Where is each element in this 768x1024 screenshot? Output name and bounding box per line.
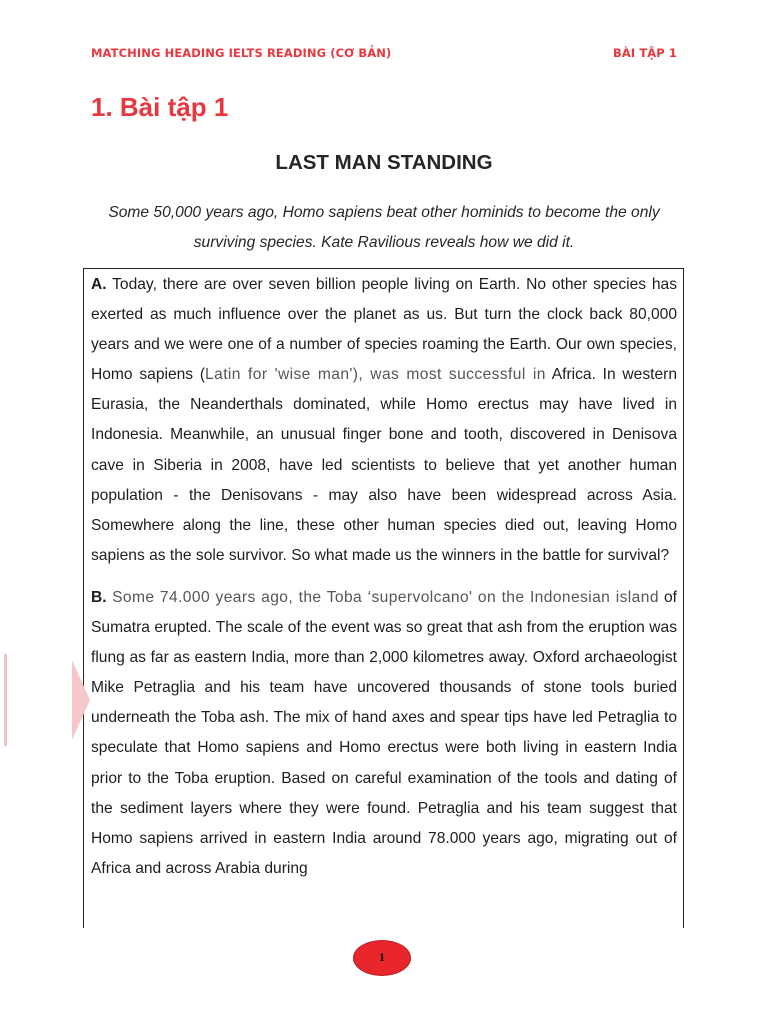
page-nav-arrow-icon[interactable]: [72, 660, 90, 740]
article-title: LAST MAN STANDING: [275, 151, 493, 174]
paragraph-a-letter: A.: [91, 276, 107, 293]
page-edge-bar: [4, 654, 7, 746]
paragraph-b-text-part1: Some 74.000 years ago, the Toba ‘supervolcano' on the Indonesian island: [106, 588, 659, 606]
paragraph-a: [91, 270, 677, 571]
page-edge-marker: [0, 650, 14, 746]
paragraph-a-text-part2: Latin for 'wise man'), was most successful in: [205, 366, 546, 384]
header-course-title: MATCHING HEADING IELTS READING (CƠ BẢN): [91, 46, 392, 60]
paragraph-a-text-part3: Africa. In western Eurasia, the Neanderthals dominated, while Homo erectus may have lived in Indonesia. Meanwhile, an unusual finger bone and tooth, discovered in Denisova cave in Siberia in 2008, have led scientists to believe that yet another human population - the Denisovans - may also have been widespread across Asia. Somewhere along the line, these other human species died out, leaving Homo sapiens as the sole survivor. So what made us the winners in the battle for survival?: [91, 366, 678, 564]
paragraph-b-letter: B.: [91, 588, 107, 606]
paragraph-a-text-part1: Today, there are over seven billion people living on Earth. No other species has exerted as much influence over the planet as us. But turn the clock back 80,000 years and we were one of a number of species roaming the Earth. Our own species, Homo sapiens (: [91, 276, 677, 384]
running-header: [91, 46, 677, 64]
header-exercise-label: BÀI TẬP 1: [612, 46, 677, 60]
paragraph-b: [91, 583, 677, 884]
reading-passage-box: [83, 268, 684, 928]
article-subtitle: Some 50,000 years ago, Homo sapiens beat other hominids to become the only surviving species. Kate Ravilious reveals how we did it.: [108, 204, 660, 251]
paragraph-b-text-part2: of Sumatra erupted. The scale of the event was so great that ash from the eruption was flung as far as eastern India, more than 2,000 kilometres away. Oxford archaeologist Mike Petraglia and his team have uncovered thousands of stone tools buried underneath the Toba ash. The mix of hand axes and spear tips have led Petraglia to speculate that Homo sapiens and Homo erectus were both living in eastern India prior to the Toba eruption. Based on careful examination of the tools and dating of the sediment layers where they were found. Petraglia and his team suggest that Homo sapiens arrived in eastern India around 78.000 years ago, migrating out of Africa and across Arabia during: [91, 588, 677, 877]
page-number-badge: 1: [353, 940, 411, 976]
section-title: 1. Bài tập 1: [91, 92, 229, 122]
